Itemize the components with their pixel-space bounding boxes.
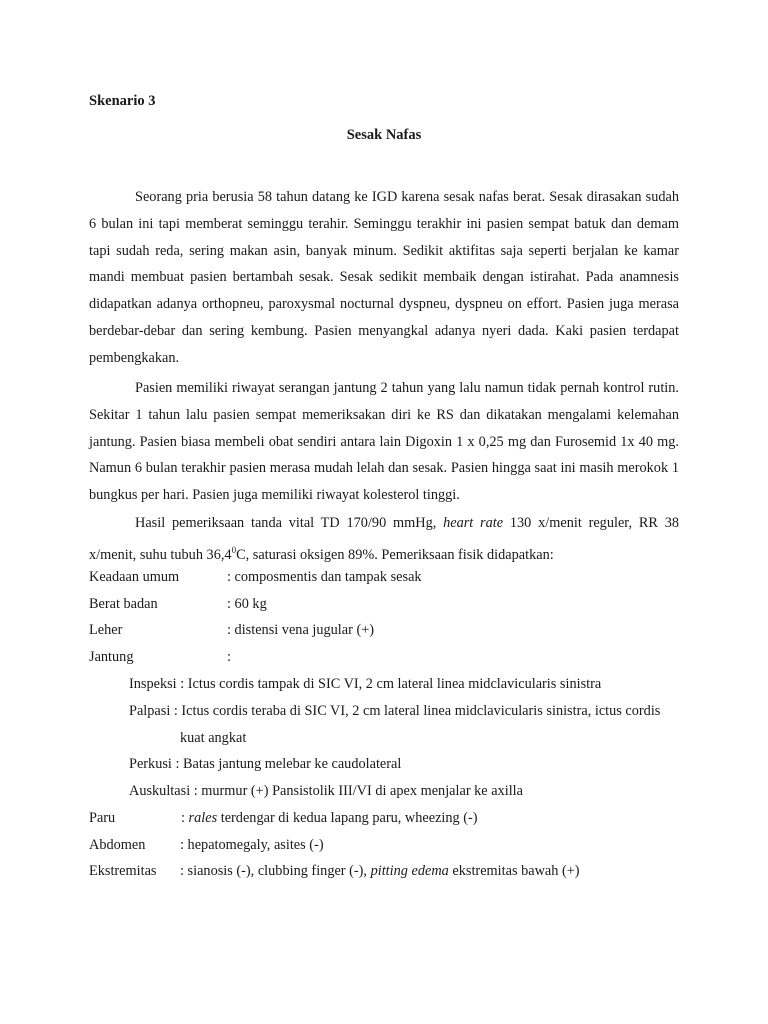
finding-label: Paru [89, 810, 116, 826]
pitting-edema-term: pitting edema [370, 863, 449, 879]
finding-value: : [227, 649, 231, 665]
paragraph-3 [89, 510, 679, 568]
finding-label: Abdomen [89, 837, 146, 853]
ekstremitas-part2: ekstremitas bawah (+) [448, 863, 580, 879]
paragraph-3-part1: Hasil pemeriksaan tanda vital TD 170/90 mmHg, [135, 515, 444, 531]
paragraph-2-text: Pasien memiliki riwayat serangan jantung 2 tahun yang lalu namun tidak pernah kontrol rutin. Sekitar 1 tahun lalu pasien sempat memeriksakan diri ke RS dan dikatakan mengalami kelemahan jantung. Pasien biasa membeli obat sendiri antara lain Digoxin 1 x 0,25 mg dan Furosemid 1x 40 mg. Namun 6 bulan terakhir pasien merasa mudah lelah dan sesak. Pasien hingga saat ini masih merokok 1 bungkus per hari. Pasien juga memiliki riwayat kolesterol tinggi. [89, 380, 679, 504]
paragraph-3-part2: 130 x/menit reguler, RR 38 x/menit, suhu tubuh 36,4 [89, 515, 679, 563]
finding-value: : 60 kg [227, 596, 267, 612]
paru-colon: : [181, 810, 189, 826]
paru-rest: terdengar di kedua lapang paru, wheezing (-) [217, 810, 478, 826]
document-title: Sesak Nafas [346, 127, 422, 143]
jantung-palpasi-cont: kuat angkat [180, 730, 247, 746]
finding-label: Berat badan [89, 596, 158, 612]
scenario-label: Skenario 3 [89, 93, 156, 109]
jantung-inspeksi: Inspeksi : Ictus cordis tampak di SIC VI, 2 cm lateral linea midclavicularis sinistra [129, 676, 602, 692]
jantung-perkusi: Perkusi : Batas jantung melebar ke caudolateral [129, 756, 402, 772]
finding-value: : hepatomegaly, asites (-) [180, 837, 324, 853]
paragraph-3-part3: C, saturasi oksigen 89%. Pemeriksaan fisik didapatkan: [236, 546, 554, 563]
degree-superscript: 0 [231, 544, 237, 555]
finding-label: Ekstremitas [89, 863, 157, 879]
finding-label: Keadaan umum [89, 569, 180, 585]
ekstremitas-part1: : sianosis (-), clubbing finger (-), [180, 863, 371, 879]
heart-rate-term: heart rate [443, 515, 504, 531]
jantung-auskultasi: Auskultasi : murmur (+) Pansistolik III/VI di apex menjalar ke axilla [129, 783, 523, 799]
paragraph-1-text: Seorang pria berusia 58 tahun datang ke IGD karena sesak nafas berat. Sesak dirasakan sudah 6 bulan ini tapi memberat seminggu terahir. Seminggu terakhir ini pasien sempat batuk dan demam tapi sudah reda, sering makan asin, banyak minum. Sedikit aktifitas saja seperti berjalan ke kamar mandi membuat pasien bertambah sesak. Sesak sedikit membaik dengan istirahat. Pada anamnesis didapatkan adanya orthopneu, paroxysmal nocturnal dyspneu, dyspneu on effort. Pasien juga merasa berdebar-debar dan sering kembung. Pasien menyangkal adanya nyeri dada. Kaki pasien terdapat pembengkakan. [89, 189, 679, 366]
finding-value [180, 863, 580, 880]
rales-term: rales [188, 810, 218, 826]
paragraph-2 [89, 375, 679, 509]
paragraph-1 [89, 184, 679, 372]
finding-value [181, 810, 478, 827]
finding-value: : distensi vena jugular (+) [227, 622, 375, 638]
finding-label: Leher [89, 622, 123, 638]
finding-label: Jantung [89, 649, 134, 665]
finding-value: : composmentis dan tampak sesak [227, 569, 422, 585]
jantung-palpasi: Palpasi : Ictus cordis teraba di SIC VI, 2 cm lateral linea midclavicularis sinistra, ictus cordis [129, 703, 661, 719]
